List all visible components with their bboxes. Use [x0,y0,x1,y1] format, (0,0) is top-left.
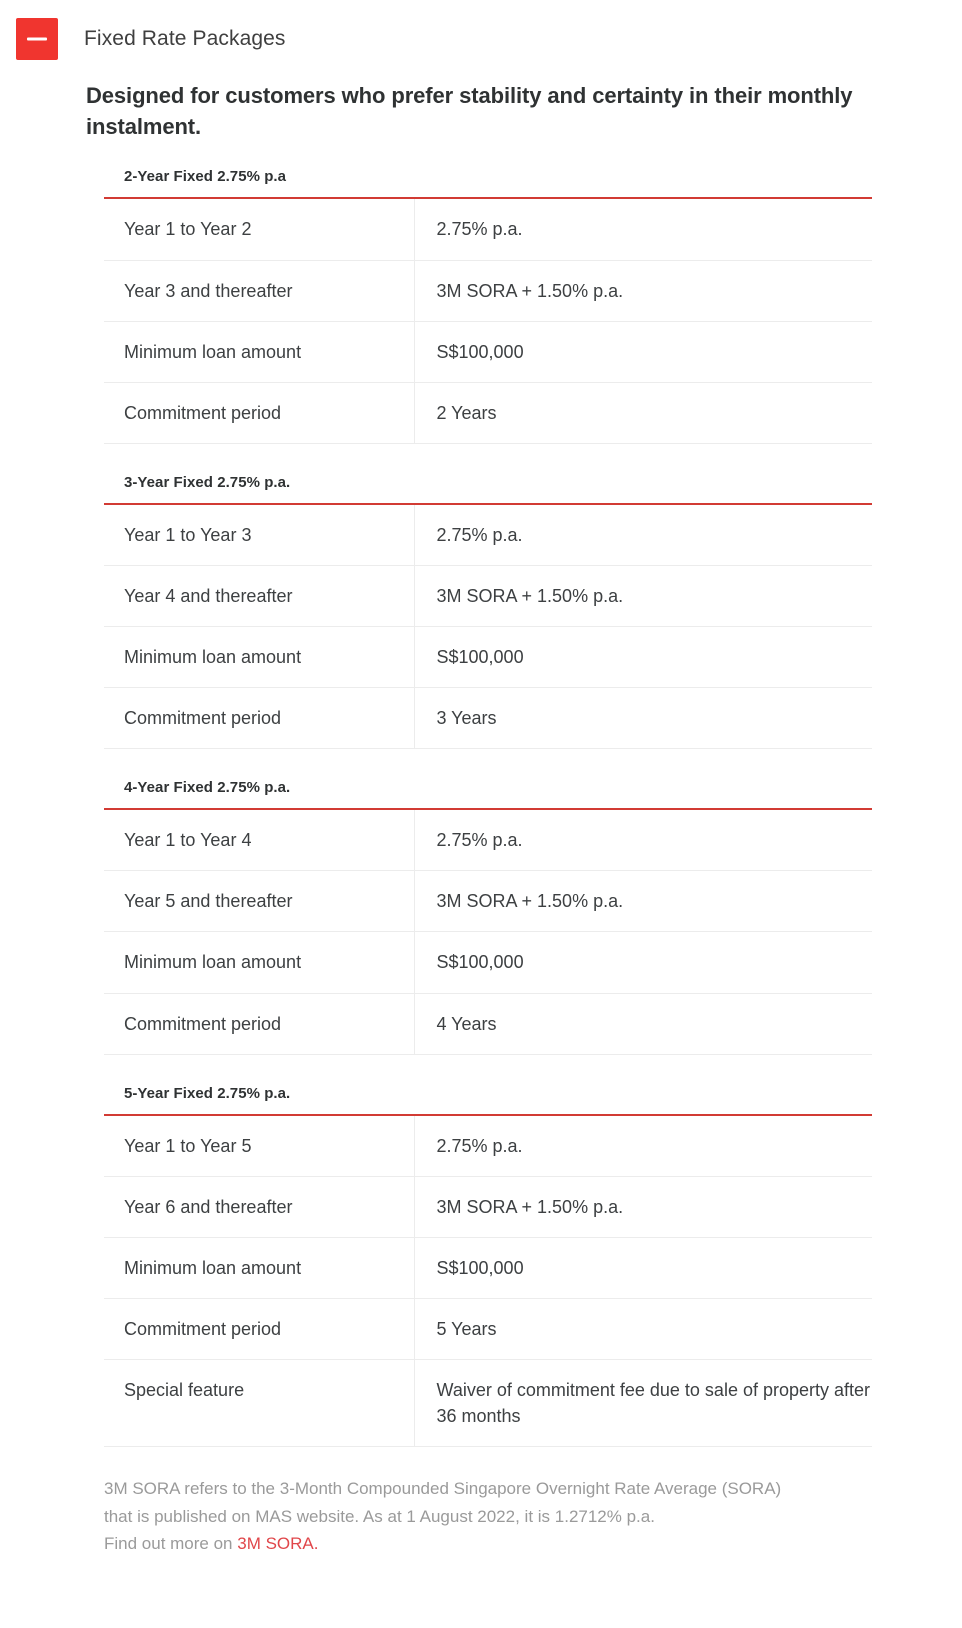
rate-section-title: 3-Year Fixed 2.75% p.a. [124,473,291,491]
rate-table [104,503,872,749]
row-value: 5 Years [414,1298,872,1359]
row-label: Minimum loan amount [104,627,414,688]
row-label: Year 1 to Year 4 [104,809,414,871]
minus-icon[interactable] [16,18,58,60]
row-value: Waiver of commitment fee due to sale of property after 36 months [414,1359,872,1446]
table-row [104,260,872,321]
rate-section [104,779,872,1054]
row-value: 3M SORA + 1.50% p.a. [414,871,872,932]
row-value: S$100,000 [414,932,872,993]
table-row [104,1237,872,1298]
minus-icon-bar [27,38,47,41]
rate-section-title: 4-Year Fixed 2.75% p.a. [124,779,291,797]
row-value: S$100,000 [414,1237,872,1298]
footnote-line-3-prefix: Find out more on [104,1534,238,1554]
row-value: 3M SORA + 1.50% p.a. [414,1176,872,1237]
row-value: S$100,000 [414,321,872,382]
row-label: Commitment period [104,382,414,443]
row-value: 2.75% p.a. [414,198,872,260]
row-label: Year 4 and thereafter [104,565,414,626]
row-label: Minimum loan amount [104,1237,414,1298]
row-label: Minimum loan amount [104,932,414,993]
row-label: Year 5 and thereafter [104,871,414,932]
rate-table [104,808,872,1054]
footnote-line-2: that is published on MAS website. As at 1 August 2022, it is 1.2712% p.a. [104,1506,655,1526]
footnote-line-3 [104,1530,894,1558]
sora-link[interactable]: 3M SORA. [237,1534,319,1554]
row-value: 2.75% p.a. [414,1115,872,1177]
table-row [104,321,872,382]
row-value: 2.75% p.a. [414,809,872,871]
table-row [104,1176,872,1237]
row-label: Year 3 and thereafter [104,260,414,321]
row-label: Special feature [104,1359,414,1446]
row-label: Year 1 to Year 3 [104,504,414,566]
row-value: 3M SORA + 1.50% p.a. [414,260,872,321]
accordion-title: Fixed Rate Packages [84,27,286,50]
table-row [104,1298,872,1359]
table-row [104,871,872,932]
table-row [104,1359,872,1446]
table-row [104,809,872,871]
row-value: 2 Years [414,382,872,443]
table-row [104,932,872,993]
table-row [104,382,872,443]
intro-text: Designed for customers who prefer stability and certainty in their monthly instalment. [86,83,853,140]
rate-section [104,1085,872,1448]
row-label: Year 1 to Year 5 [104,1115,414,1177]
row-value: 3M SORA + 1.50% p.a. [414,565,872,626]
table-row [104,627,872,688]
row-value: 4 Years [414,993,872,1054]
row-value: 3 Years [414,688,872,749]
table-row [104,198,872,260]
row-label: Year 1 to Year 2 [104,198,414,260]
rate-section [104,168,872,443]
row-label: Commitment period [104,1298,414,1359]
table-row [104,504,872,566]
rate-table [104,197,872,443]
accordion-header[interactable] [0,0,962,62]
table-row [104,688,872,749]
row-label: Commitment period [104,993,414,1054]
rate-section-title: 5-Year Fixed 2.75% p.a. [124,1084,291,1102]
rate-sections [86,168,872,1447]
table-row [104,1115,872,1177]
row-value: 2.75% p.a. [414,504,872,566]
rate-section [104,474,872,749]
row-label: Commitment period [104,688,414,749]
rate-section-title: 2-Year Fixed 2.75% p.a [124,168,287,186]
table-row [104,993,872,1054]
row-label: Year 6 and thereafter [104,1176,414,1237]
table-row [104,565,872,626]
footnote [104,1475,894,1558]
panel-content [0,80,962,1558]
row-value: S$100,000 [414,627,872,688]
row-label: Minimum loan amount [104,321,414,382]
rate-table [104,1114,872,1448]
footnote-line-1: 3M SORA refers to the 3-Month Compounded Singapore Overnight Rate Average (SORA) [104,1479,782,1499]
